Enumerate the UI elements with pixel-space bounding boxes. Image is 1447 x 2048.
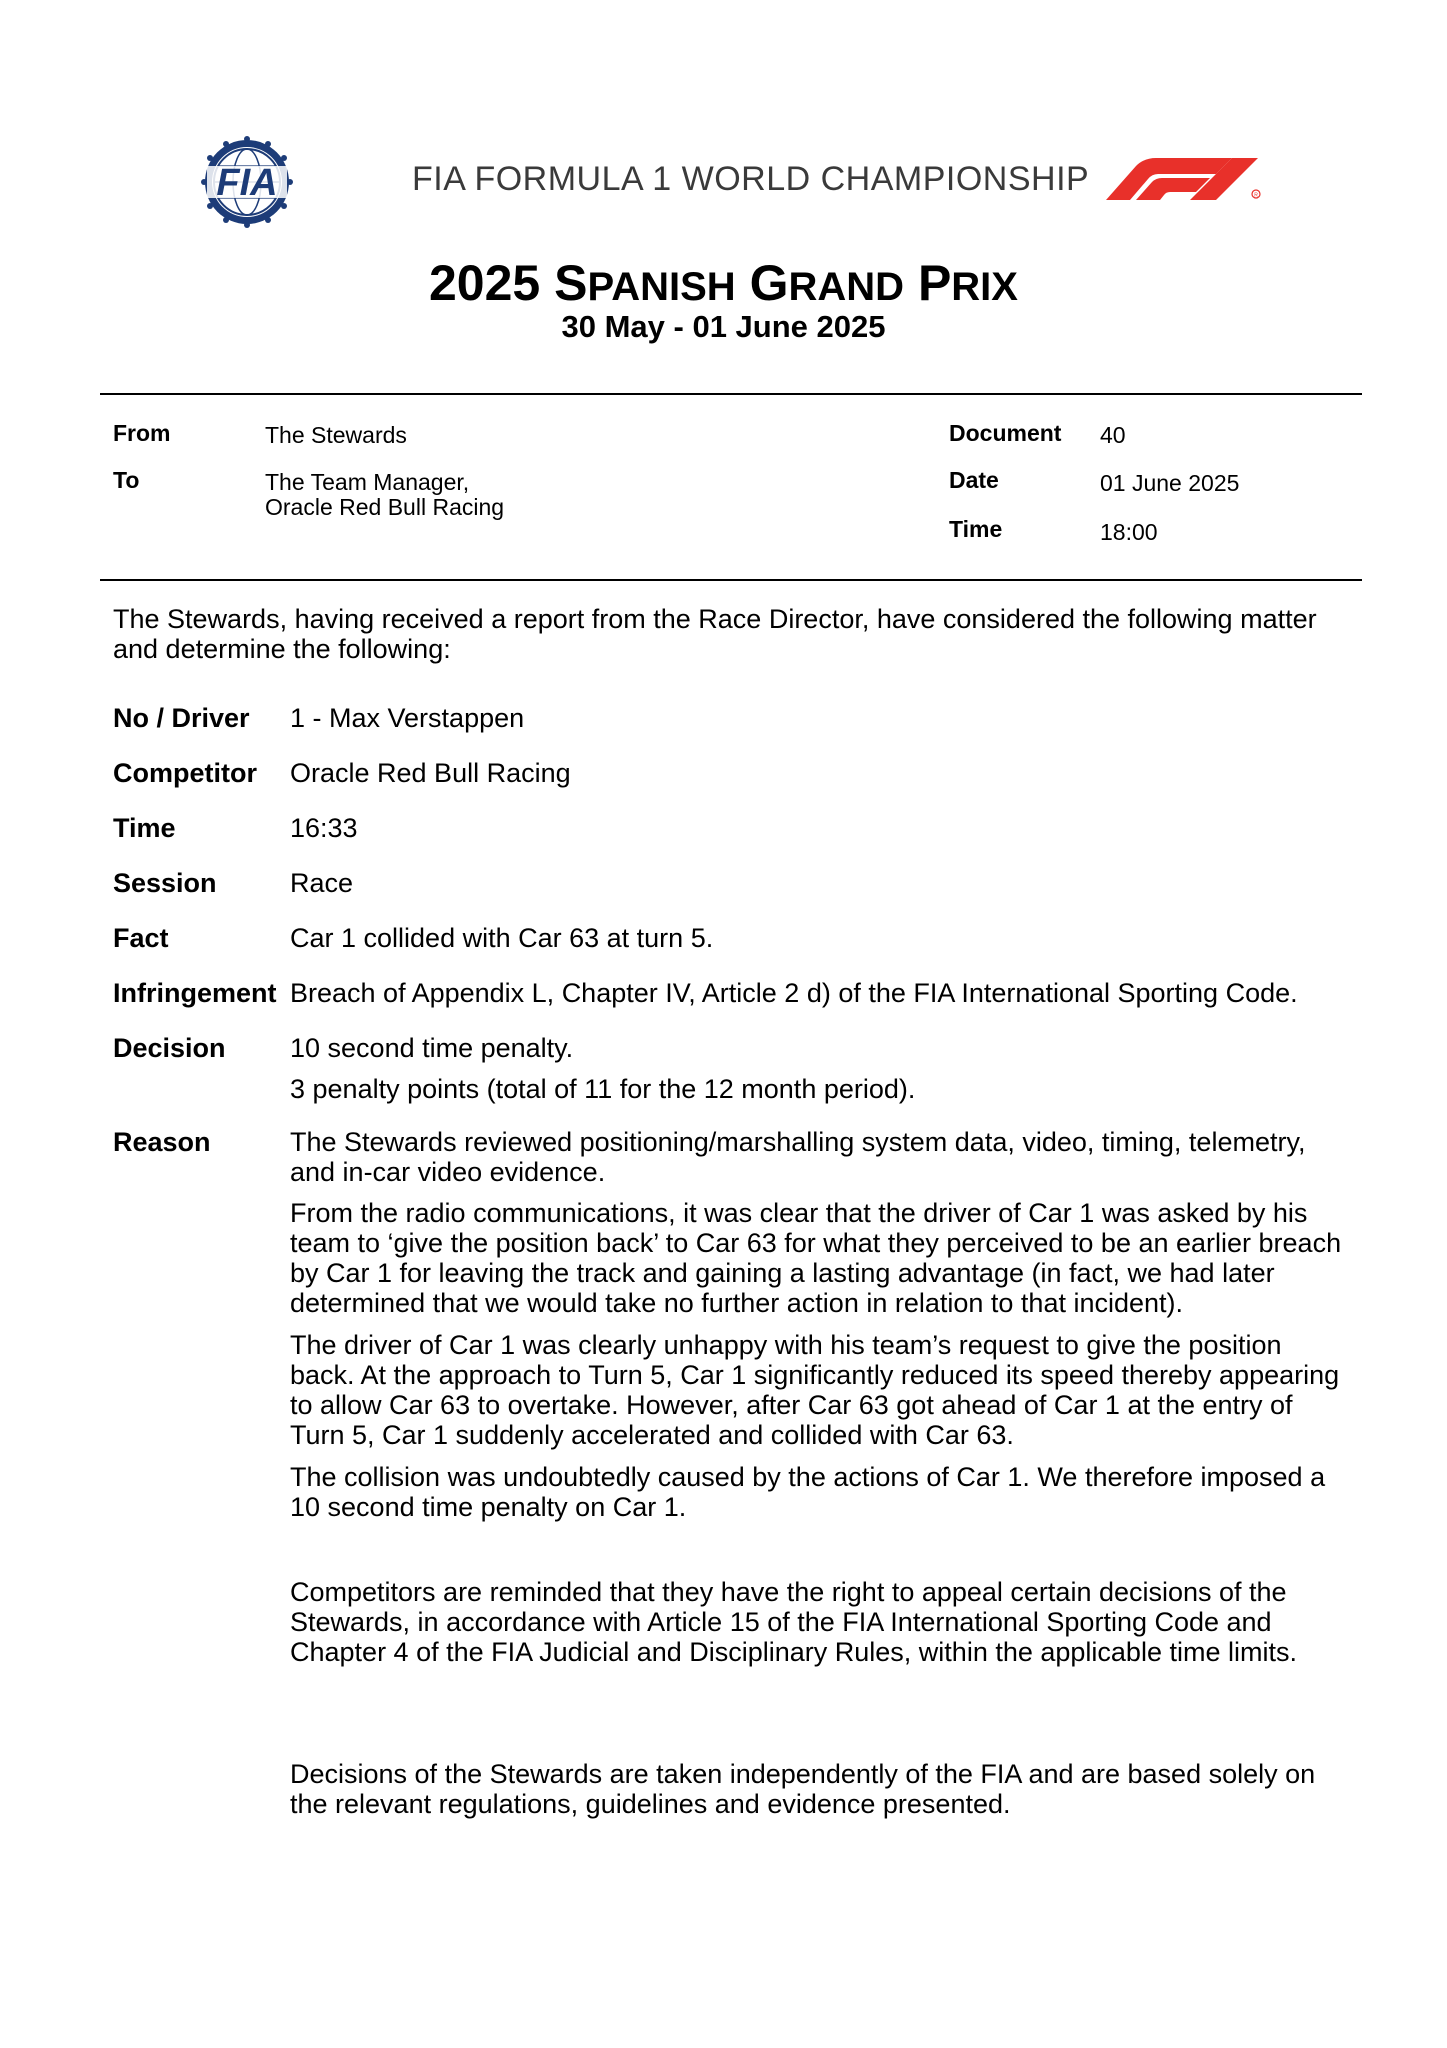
document-label: Document xyxy=(949,420,1062,446)
driver-value: 1 - Max Verstappen xyxy=(290,703,525,733)
reason-paragraph-2: From the radio communications, it was clear that the driver of Car 1 was asked by his team to ‘give the position back’ to Car 63 for what they perceived to be an earlier breach by Car 1 for leaving the track and gaining a lasting advantage (in fact, we had later determined that we would take no further action in relation to that incident). xyxy=(290,1198,1342,1318)
from-label: From xyxy=(113,420,171,446)
driver-label: No / Driver xyxy=(113,703,250,733)
session-label: Session xyxy=(113,868,217,898)
reason-paragraph-3: The driver of Car 1 was clearly unhappy with his team’s request to give the position back. At the approach to Turn 5, Car 1 significantly reduced its speed thereby appearing to allow Car 63 to overtake. However, after Car 63 got ahead of Car 1 at the entry of Turn 5, Car 1 suddenly accelerated and collided with Car 63. xyxy=(290,1330,1340,1450)
incident-time-value: 16:33 xyxy=(290,813,358,843)
bottom-divider xyxy=(100,579,1362,581)
event-dates: 30 May - 01 June 2025 xyxy=(561,309,886,344)
fact-value: Car 1 collided with Car 63 at turn 5. xyxy=(290,923,714,953)
event-title xyxy=(0,254,1447,312)
infringement-value: Breach of Appendix L, Chapter IV, Article 2 d) of the FIA International Sporting Code. xyxy=(290,978,1298,1008)
decision-line2: 3 penalty points (total of 11 for the 12 month period). xyxy=(290,1074,916,1104)
decision-line1: 10 second time penalty. xyxy=(290,1033,574,1063)
championship-title: FIA FORMULA 1 WORLD CHAMPIONSHIP xyxy=(412,160,1090,198)
f1-logo xyxy=(1092,154,1274,204)
document-number: 40 xyxy=(1100,422,1126,448)
event-title-text: 2025 SPANISH GRAND PRIX xyxy=(429,255,1018,311)
from-value: The Stewards xyxy=(265,422,407,448)
reason-label: Reason xyxy=(113,1127,211,1157)
reason-paragraph-1: The Stewards reviewed positioning/marshalling system data, video, timing, telemetry, and in-car video evidence. xyxy=(290,1127,1306,1187)
reason-paragraph-4: The collision was undoubtedly caused by the actions of Car 1. We therefore imposed a 10 second time penalty on Car 1. xyxy=(290,1462,1326,1522)
appeal-notice: Competitors are reminded that they have the right to appeal certain decisions of the Stewards, in accordance with Article 15 of the FIA International Sporting Code and Chapter 4 of the FIA Judicial and Disciplinary Rules, within the applicable time limits. xyxy=(290,1577,1297,1667)
decision-label: Decision xyxy=(113,1033,226,1063)
independence-notice: Decisions of the Stewards are taken independently of the FIA and are based solely on the relevant regulations, guidelines and evidence presented. xyxy=(290,1759,1316,1819)
to-label: To xyxy=(113,467,140,493)
infringement-label: Infringement xyxy=(113,978,277,1008)
time-label: Time xyxy=(949,516,1003,542)
fact-label: Fact xyxy=(113,923,169,953)
competitor-value: Oracle Red Bull Racing xyxy=(290,758,571,788)
intro-paragraph: The Stewards, having received a report from the Race Director, have considered the following matter and determine the following: xyxy=(113,604,1317,664)
date-label: Date xyxy=(949,467,999,493)
top-divider xyxy=(100,393,1362,395)
svg-text:R: R xyxy=(1254,192,1258,199)
session-value: Race xyxy=(290,868,354,898)
to-value-line1: The Team Manager, xyxy=(265,469,470,495)
incident-time-label: Time xyxy=(113,813,176,843)
date-value: 01 June 2025 xyxy=(1100,470,1240,496)
time-value: 18:00 xyxy=(1100,519,1158,545)
svg-text:FIA: FIA xyxy=(216,162,278,204)
competitor-label: Competitor xyxy=(113,758,257,788)
to-value-line2: Oracle Red Bull Racing xyxy=(265,494,505,520)
fia-logo xyxy=(185,136,309,228)
